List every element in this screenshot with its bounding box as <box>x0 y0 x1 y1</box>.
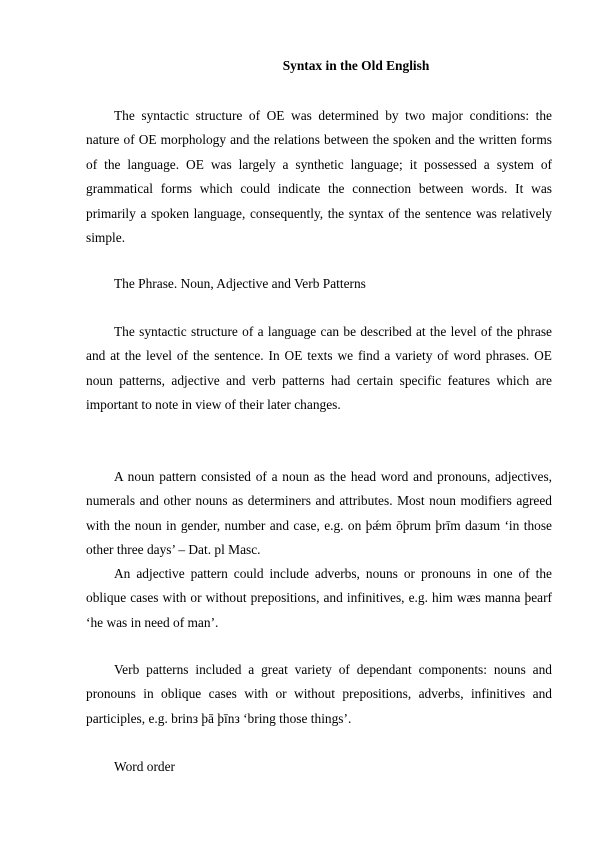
phrase-intro-paragraph: The syntactic structure of a language can be described at the level of the phrase and at the level of the sentence. In OE texts we find a variety of word phrases. OE noun patterns, adjective and verb patterns had certain specific features which are important to note in view of their later changes. <box>86 324 552 413</box>
intro-paragraph: The syntactic structure of OE was determined by two major conditions: the nature of OE morphology and the relations between the spoken and the written forms of the language. OE was largely a synthetic language; it possessed a system of grammatical forms which could indicate the connection between words. It was primarily a spoken language, consequently, the syntax of the sentence was relatively simple. <box>86 108 552 246</box>
section-heading-word-order: Word order <box>114 759 176 774</box>
adjective-pattern-paragraph: An adjective pattern could include adverbs, nouns or pronouns in one of the oblique cases with or without prepositions, and infinitives, e.g. him wæs manna þearf ‘he was in need of man’. <box>86 566 552 630</box>
verb-pattern-paragraph: Verb patterns included a great variety of dependant components: nouns and pronouns in oblique cases with or without prepositions, adverbs, infinitives and participles, e.g. brinз þā þīnз ‘bring those things’. <box>86 662 552 726</box>
page-title: Syntax in the Old English <box>282 58 430 73</box>
noun-pattern-paragraph: A noun pattern consisted of a noun as the head word and pronouns, adjectives, numerals and other nouns as determiners and attributes. Most noun modifiers agreed with the noun in gender, number and case, e.g. on þǽm ōþrum þrīm daзum ‘in those other three days’ – Dat. pl Masc. <box>86 469 552 558</box>
section-heading-phrase: The Phrase. Noun, Adjective and Verb Patterns <box>114 276 366 291</box>
